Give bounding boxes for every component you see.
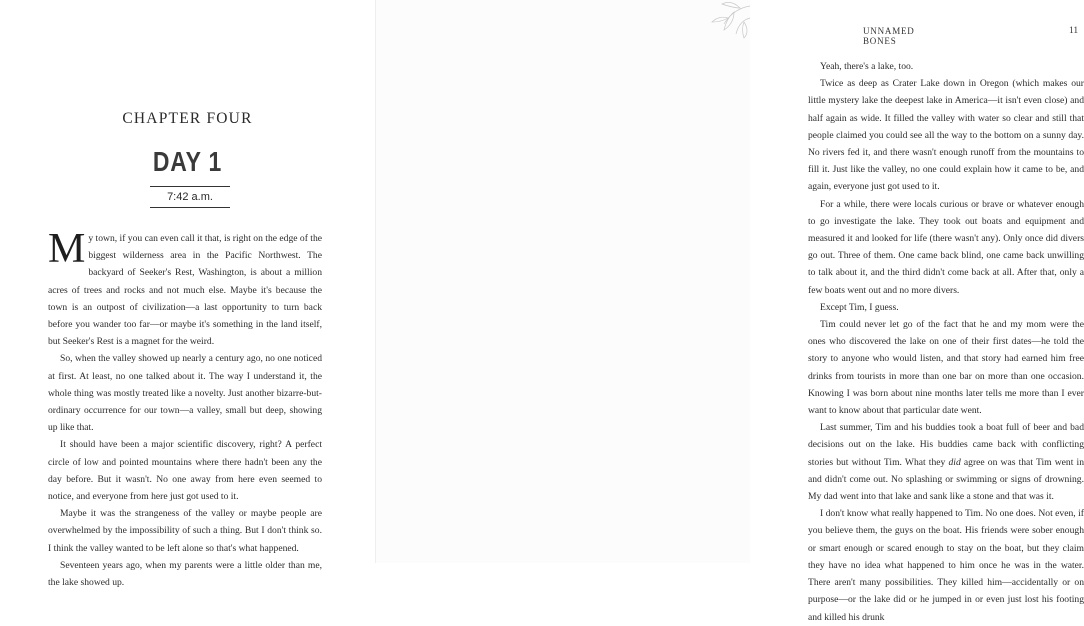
floral-ornament-icon <box>704 0 750 40</box>
chapter-title: CHAPTER FOUR <box>122 110 253 127</box>
paragraph: Except Tim, I guess. <box>820 301 899 313</box>
paragraph: So, when the valley showed up nearly a century ago, no one noticed at first. At least, no one talked about it. The way I understand it, the whole thing was mostly treated like a novelty. Just another bizarre-but-ordinary occurrence for our town—a valley, small but deep, showing up like that. <box>48 353 322 434</box>
paragraph: For a while, there were locals curious or brave or whatever enough to go investigate the lake. They took out boats and equipment and measured it and looked for life (there wasn't any). Only once did divers go out. Three of them. One came back blind, one came back unwilling to talk about it, and the third didn't come back at all. After that, only a few boats went out and no more divers. <box>808 198 1084 296</box>
paragraph: I don't know what really happened to Tim. No one does. Not even, if you believe them, the guys on the boat. His friends were sober enough or smart enough or scared enough to stay on the boat, but they claim they have no idea what happened to him once he was in the water. There aren't many possibilities. They killed him—accidentally or on purpose—or the lake did or he jumped in or even just lost his footing and killed his drunk <box>808 508 1084 623</box>
time-stamp: 7:42 a.m. <box>150 186 230 208</box>
paragraph: Yeah, there's a lake, too. <box>820 61 914 72</box>
right-body-text <box>808 58 1084 626</box>
paragraph-text: Last summer, Tim and his buddies took a boat full of beer and bad decisions out on the lake. His buddies came back with conflicting stories but without Tim. What they <box>808 422 1084 468</box>
paragraph-text: agree on was that Tim went in and didn't come out. No splashing or swimming or signs of drowning. My dad went into that lake and sank like a stone and that was it. <box>808 456 1084 503</box>
running-head: UNNAMED BONES <box>863 26 915 46</box>
emphasis-text: did <box>948 456 961 468</box>
paragraph-text: y town, if you can even call it that, is right on the edge of the biggest wilderness area in the Pacific Northwest. The backyard of Seeker's Rest, Washington, is about a million acres of trees and rocks and not much else. Maybe it's because the town is an outpost of civilization—a last opportunity to turn back before you wander too far—or maybe it's something in the land itself, but Seeker's Rest is a magnet for the weird. <box>48 233 323 348</box>
paragraph: Maybe it was the strangeness of the valley or maybe people are overwhelmed by the impossibility of such a thing. But I don't think so. I think the valley wanted to be left alone so that's what happened. <box>48 508 322 554</box>
right-page <box>375 0 1084 623</box>
drop-cap: M <box>48 226 86 272</box>
paragraph: Tim could never let go of the fact that he and my mom were the ones who discovered the lake on one of their first dates—he told the story to anyone who would listen, and that story had earned him free drinks from tourists in more than one bar on more than one occasion. Knowing I was born about nine months later tells me more than I ever want to know about that particular date went. <box>808 319 1084 417</box>
paragraph: Seventeen years ago, when my parents were a little older than me, the lake showed up. <box>48 559 322 589</box>
day-title: DAY 1 <box>152 146 223 177</box>
left-body-text <box>48 226 323 591</box>
page-number: 11 <box>1069 26 1079 36</box>
paragraph: Twice as deep as Crater Lake down in Oregon (which makes our little mystery lake the deepest lake in America—it isn't even close) and half again as wide. It filled the valley with water so clear and still that people claimed you could see all the way to the bottom on a sunny day. No rivers fed it, and there wasn't enough runoff from the mountains to fill it. Just like the valley, no one could explain how it came to be, and again, everyone just got used to it. <box>808 78 1084 193</box>
paragraph <box>808 419 1084 505</box>
paragraph <box>48 226 323 350</box>
left-page <box>0 0 375 589</box>
paragraph: It should have been a major scientific discovery, right? A perfect circle of low and pointed mountains where there hadn't been any the day before. But it wasn't. No one away from here even seemed to notice, and everyone from here just got used to it. <box>48 439 322 503</box>
